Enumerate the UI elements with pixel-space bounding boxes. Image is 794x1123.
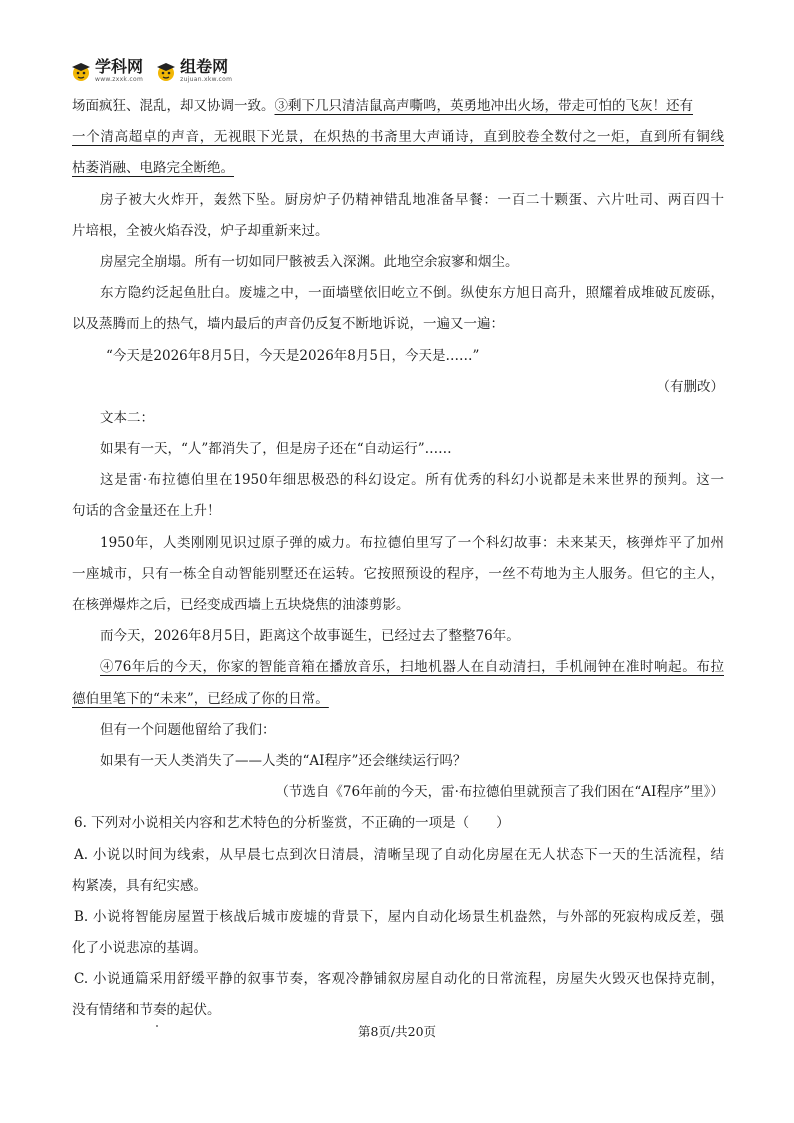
- quoted-line: “今天是2026年8月5日，今天是2026年8月5日，今天是……”: [106, 347, 480, 364]
- option-c-cont: 没有情绪和节奏的起伏。: [72, 1002, 221, 1019]
- text-line: 房屋完全崩塌。所有一切如同尸骸被丢入深渊。此地空余寂寥和烟尘。: [100, 253, 519, 270]
- xuekewang-logo: [70, 58, 143, 84]
- text-line: 但有一个问题他留给了我们：: [100, 721, 276, 738]
- text-span: 场面疯狂、混乱，却又协调一致。: [72, 98, 275, 114]
- option-b-cont: 化了小说悲凉的基调。: [72, 940, 207, 957]
- text-line: 这是雷·布拉德伯里在1950年细思极恐的科幻设定。所有优秀的科幻小说都是未来世界的预判。这一: [100, 472, 724, 489]
- graduation-cap-icon: [155, 60, 177, 82]
- text-line: 东方隐约泛起鱼肚白。废墟之中，一面墙壁依旧屹立不倒。纵使东方旭日高升，照耀着成堆破瓦废砾，: [100, 285, 724, 302]
- zujuanwang-logo: [155, 58, 232, 84]
- graduation-cap-icon: [70, 60, 92, 82]
- text-line: 1950年，人类刚刚见识过原子弹的威力。布拉德伯里写了一个科幻故事：未来某天，核弹炸平了加州: [100, 534, 724, 551]
- text-line: 如果有一天，“人”都消失了，但是房子还在“自动运行”……: [100, 441, 452, 458]
- text-line: 如果有一天人类消失了——人类的“AI程序”还会继续运行吗？: [100, 752, 467, 769]
- text-line: 句话的含金量还在上升！: [72, 503, 221, 520]
- text-line: [72, 652, 724, 683]
- header-logos: [70, 58, 244, 92]
- underlined-sentence: 一个清高超卓的声音，无视眼下光景，在炽热的书斋里大声诵诗，直到胶卷全数付之一炬，直到所有铜线: [72, 129, 724, 146]
- logo2-name: 组卷网: [180, 57, 229, 76]
- source-note: （节选自《76年前的今天，雷·布拉德伯里就预言了我们困在“AI程序”里》）: [275, 784, 724, 801]
- underlined-sentence: 德伯里笔下的“未来”，已经成了你的日常。: [72, 690, 329, 707]
- text-line: 一座城市，只有一栋全自动智能别墅还在运转。它按照预设的程序，一丝不苟地为主人服务。但它的主人，: [72, 565, 724, 582]
- document-body: [72, 91, 724, 1027]
- text-line: [72, 91, 724, 122]
- option-a: A. 小说以时间为线索，从早晨七点到次日清晨，清晰呈现了自动化房屋在无人状态下一天的生活流程，结: [74, 846, 724, 863]
- option-b: B. 小说将智能房屋置于核战后城市废墟的背景下，屋内自动化场景生机盎然，与外部的死寂构成反差，强: [74, 908, 724, 925]
- text-line: [72, 153, 724, 184]
- text-line: 片培根，全被火焰吞没，炉子却重新来过。: [72, 222, 329, 239]
- logo1-name: 学科网: [95, 57, 144, 76]
- text-line: [72, 122, 724, 153]
- section-heading: 文本二：: [100, 409, 154, 426]
- text-line: 以及蒸腾而上的热气，墙内最后的声音仍反复不断地诉说，一遍又一遍：: [72, 316, 504, 333]
- text-line: 房子被大火炸开，轰然下坠。厨房炉子仍精神错乱地准备早餐：一百二十颗蛋、六片吐司、两百四十: [100, 191, 724, 208]
- text-line: [72, 684, 724, 715]
- text-line: 而今天，2026年8月5日，距离这个故事诞生，已经过去了整整76年。: [100, 628, 520, 645]
- logo1-url: www.zxxk.com: [95, 76, 144, 83]
- option-c: C. 小说通篇采用舒缓平静的叙事节奏，客观冷静铺叙房屋自动化的日常流程，房屋失火毁灭也保持克制，: [74, 971, 724, 988]
- question-stem: 6. 下列对小说相关内容和艺术特色的分析鉴赏，不正确的一项是（ ）: [74, 815, 510, 832]
- logo2-url: zujuan.xkw.com: [180, 76, 233, 83]
- page-number: 第8页/共20页: [357, 1024, 437, 1039]
- underlined-sentence: ④76年后的今天，你家的智能音箱在播放音乐，扫地机器人在自动清扫，手机闹钟在准时响起。布拉: [100, 659, 724, 676]
- source-note: （有删改）: [656, 378, 724, 395]
- option-a-cont: 构紧凑，具有纪实感。: [72, 877, 207, 894]
- text-line: 在核弹爆炸之后，已经变成西墙上五块烧焦的油漆剪影。: [72, 597, 410, 613]
- underlined-sentence: 枯萎消融、电路完全断绝。: [72, 160, 234, 177]
- underlined-sentence: ③剩下几只清洁鼠高声嘶鸣，英勇地冲出火场，带走可怕的飞灰！还有: [274, 98, 693, 114]
